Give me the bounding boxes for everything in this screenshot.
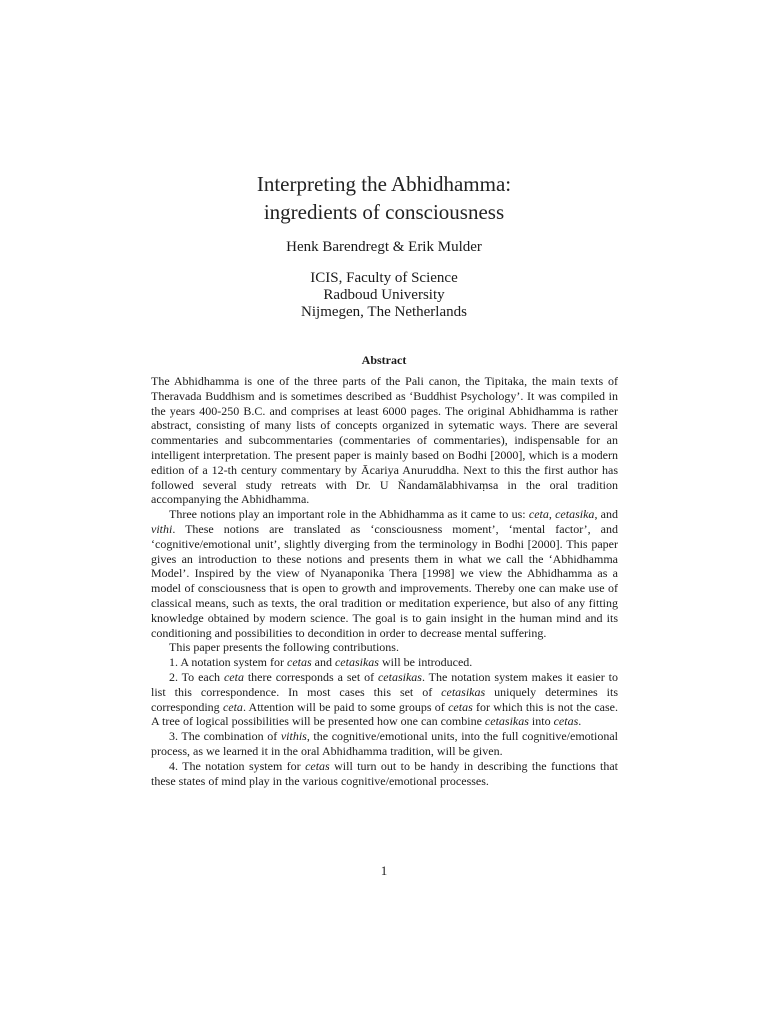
abstract-paragraph-1: The Abhidhamma is one of the three parts of the Pali canon, the Tipitaka, the main texts of Theravada Buddhism and is sometimes described as ‘Buddhist Psychology’. It was compiled in the years 400-250 B.C. and comprises at least 6000 pages. The original Abhidhamma is rather abstract, consisting of many lists of concepts organized in sytematic ways. There are several commentaries and subcommentaries (commentaries of commentaries), indispensable for an intelligent interpretation. The present paper is mainly based on Bodhi [2000], which is a modern edition of a 12-th century commentary by Ācariya Anuruddha. Next to this the first author has followed several study retreats with Dr. U Ñandamālabhivaṃsa in the oral tradition accompanying the Abhidhamma.	[151, 374, 618, 507]
contribution-item-2: 2. To each ceta there corresponds a set of cetasikas. The notation system makes it easier to list this correspondence. In most cases this set of cetasikas uniquely determines its corresponding ceta. Attention will be paid to some groups of cetas for which this is not the case. A tree of logical possibilities will be presented how one can combine cetasikas into cetas.	[151, 669, 618, 729]
title-line-1: Interpreting the Abhidhamma:	[256, 172, 512, 196]
affiliation-line-1: ICIS, Faculty of Science	[310, 270, 458, 286]
abstract-paragraph-3: This paper presents the following contributions.	[169, 640, 399, 655]
affiliation-line-3: Nijmegen, The Netherlands	[301, 304, 467, 320]
affiliation	[0, 270, 768, 321]
paper-title	[0, 170, 768, 226]
abstract-paragraph-2: Three notions play an important role in the Abhidhamma as it came to us: ceta, cetasika, and vithi. These notions are translated as ‘consciousness moment’, ‘mental factor’, and ‘cognitive/emotional unit’, slightly diverging from the terminology in Bodhi [2000]. This paper gives an introduction to these notions and presents them in what we call the ‘Abhidhamma Model’. Inspired by the view of Nyanaponika Thera [1998] we view the Abhidhamma as a model of consciousness that is open to growth and improvements. Thereby one can make use of classical means, such as texts, the oral tradition or meditation experience, but also of any fitting knowledge obtained by modern science. The goal is to gain insight in the human mind and its conditioning and possibilities to decondition in order to decrease mental suffering.	[151, 507, 618, 640]
page-number: 1	[380, 863, 388, 878]
contribution-item-1: 1. A notation system for cetas and cetasikas will be introduced.	[169, 655, 473, 670]
authors: Henk Barendregt & Erik Mulder	[286, 239, 482, 255]
abstract-heading: Abstract	[361, 353, 407, 367]
contribution-item-4: 4. The notation system for cetas will turn out to be handy in describing the functions that these states of mind play in the various cognitive/emotional processes.	[151, 758, 619, 788]
abstract-body	[151, 374, 618, 788]
contribution-item-3: 3. The combination of vithis, the cognitive/emotional units, into the full cognitive/emotional process, as we learned it in the oral Abhidhamma tradition, will be given.	[151, 729, 618, 758]
affiliation-line-2: Radboud University	[323, 287, 445, 303]
title-line-2: ingredients of consciousness	[263, 200, 505, 224]
